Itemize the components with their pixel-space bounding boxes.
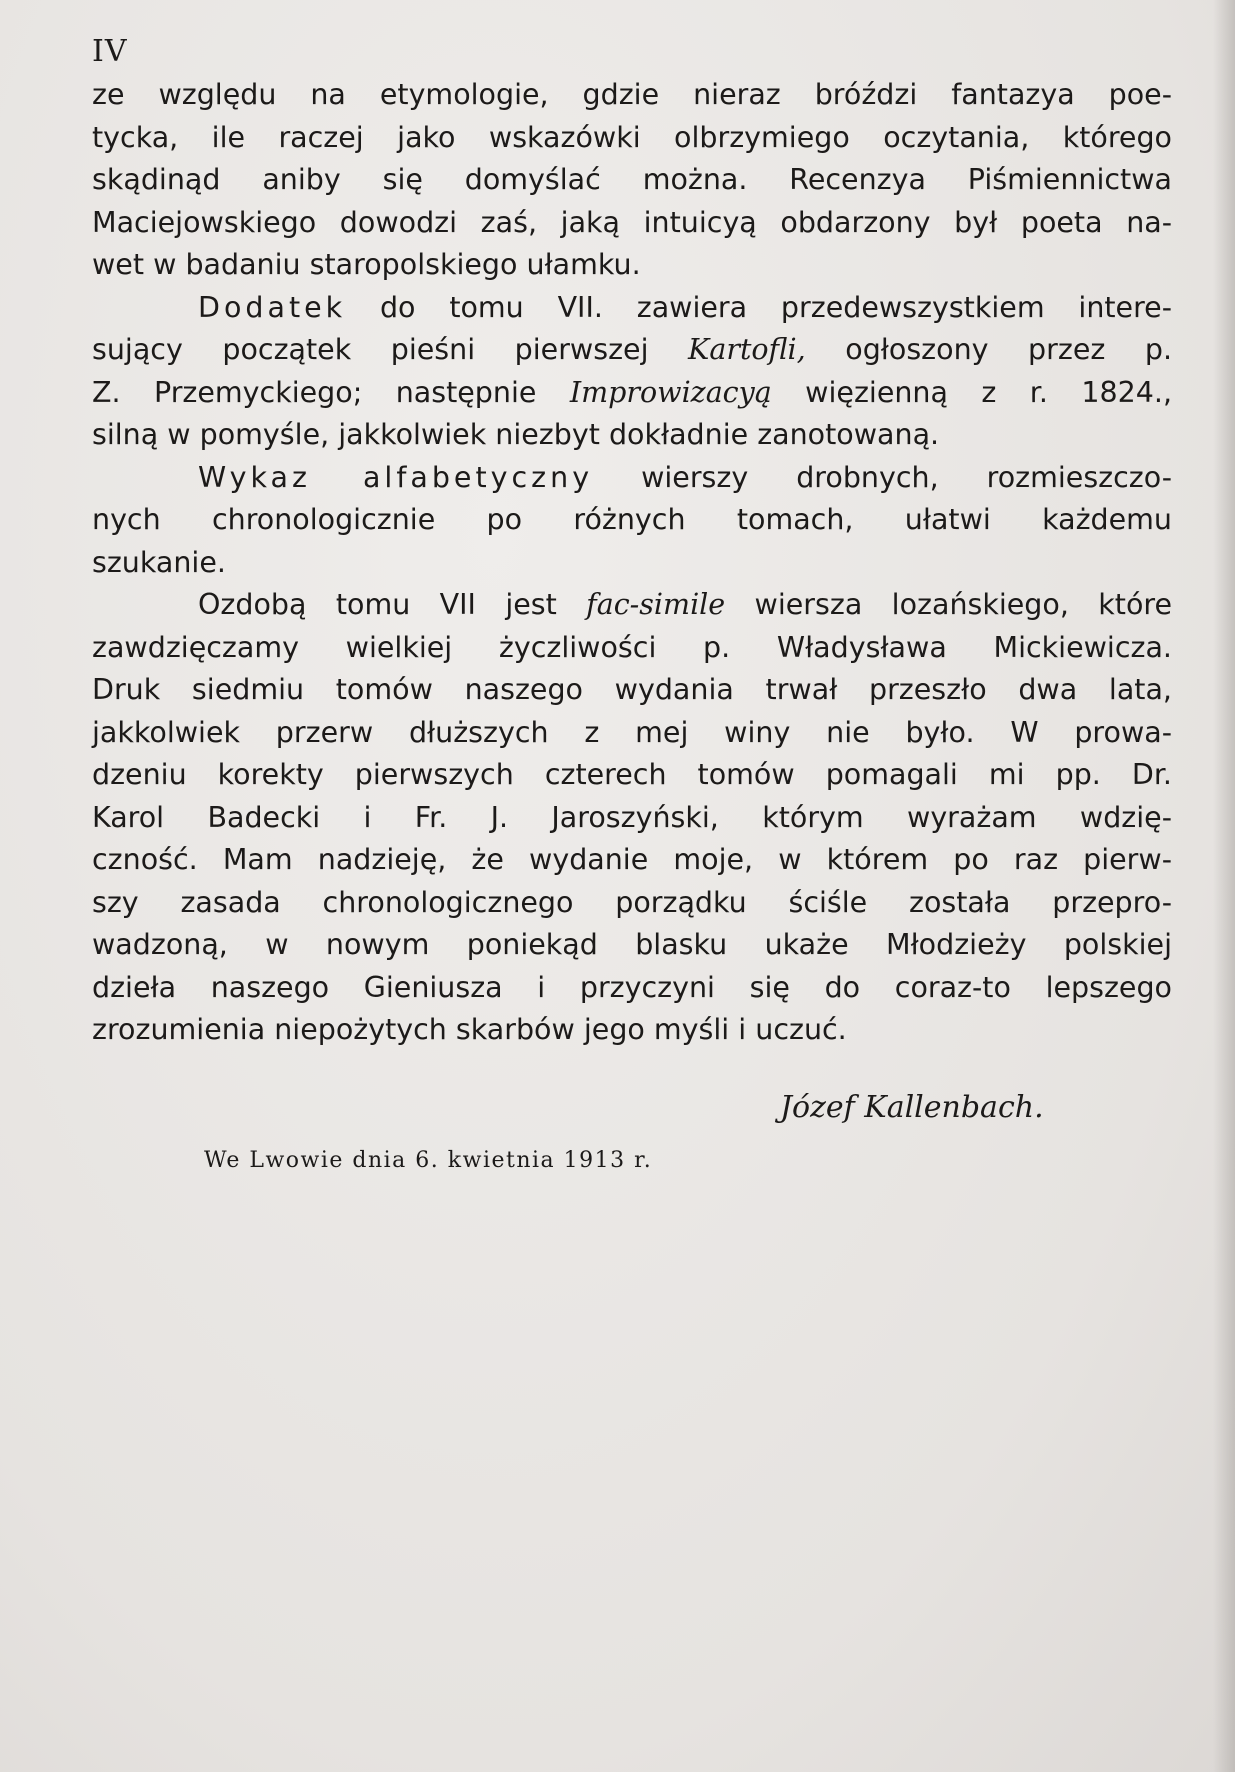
text-line: wet w badaniu staropolskiego ułamku.	[92, 248, 641, 281]
text-run: ogłoszony przez p.	[805, 333, 1173, 366]
author-signature: Józef Kallenbach.	[780, 1090, 1044, 1125]
spaced-term: Dodatek	[198, 290, 347, 324]
text-run: Ozdobą tomu VII jest	[198, 588, 587, 621]
body-text	[92, 74, 1172, 1052]
text-line: dzieła naszego Gieniusza i przyczyni się do coraz-to lepszego	[92, 970, 1172, 1004]
text-line: zawdzięczamy wielkiej życzliwości p. Władysława Mickiewicza.	[92, 630, 1172, 664]
italic-title: Kartofli,	[688, 333, 806, 366]
text-line: tycka, ile raczej jako wskazówki olbrzymiego oczytania, którego	[92, 120, 1172, 154]
italic-title: Improwizacyą	[569, 375, 772, 409]
page-edge-shadow	[1213, 0, 1235, 1772]
spaced-term: Wykaz alfabetyczny	[198, 460, 594, 494]
text-line	[92, 457, 1172, 500]
text-line: wadzoną, w nowym poniekąd blasku ukaże Młodzieży polskiej	[92, 928, 1172, 961]
text-run: Z. Przemyckiego; następnie	[92, 375, 570, 409]
text-line: jakkolwiek przerw dłuższych z mej winy nie było. W prowa-	[92, 715, 1172, 749]
text-line: Karol Badecki i Fr. J. Jaroszyński, którym wyrażam wdzię-	[92, 800, 1172, 834]
text-run: wierszy drobnych, rozmieszczo-	[593, 460, 1173, 494]
text-run: sujący początek pieśni pierwszej	[92, 333, 689, 366]
text-line: silną w pomyśle, jakkolwiek niezbyt dokładnie zanotowaną.	[92, 418, 940, 451]
text-line: skądinąd aniby się domyślać można. Recenzya Piśmiennictwa	[92, 163, 1172, 196]
text-run: więzienną z r. 1824.,	[771, 375, 1173, 409]
page-number: IV	[92, 34, 128, 69]
text-line: Druk siedmiu tomów naszego wydania trwał przeszło dwa lata,	[92, 673, 1172, 706]
italic-title: fac-simile	[586, 588, 726, 621]
text-line: zrozumienia niepożytych skarbów jego myśli i uczuć.	[92, 1013, 847, 1046]
place-and-date: We Lwowie dnia 6. kwietnia 1913 r.	[204, 1148, 653, 1173]
text-line: czność. Mam nadzieję, że wydanie moje, w którem po raz pierw-	[92, 843, 1172, 876]
text-line: Maciejowskiego dowodzi zaś, jaką intuicyą obdarzony był poeta na-	[92, 205, 1172, 239]
text-line: nych chronologicznie po różnych tomach, ułatwi każdemu	[92, 503, 1172, 536]
text-line	[92, 584, 1172, 627]
text-line	[92, 372, 1172, 415]
text-line: dzeniu korekty pierwszych czterech tomów pomagali mi pp. Dr.	[92, 758, 1172, 791]
text-run: do tomu VII. zawiera przedewszystkiem intere-	[346, 290, 1172, 324]
text-line: ze względu na etymologie, gdzie nieraz bróździ fantazya poe-	[92, 78, 1172, 111]
text-run: wiersza lozańskiego, które	[725, 588, 1173, 621]
text-line	[92, 329, 1172, 372]
text-line: szy zasada chronologicznego porządku ściśle została przepro-	[92, 885, 1172, 919]
text-line: szukanie.	[92, 545, 226, 579]
text-line	[92, 287, 1172, 330]
